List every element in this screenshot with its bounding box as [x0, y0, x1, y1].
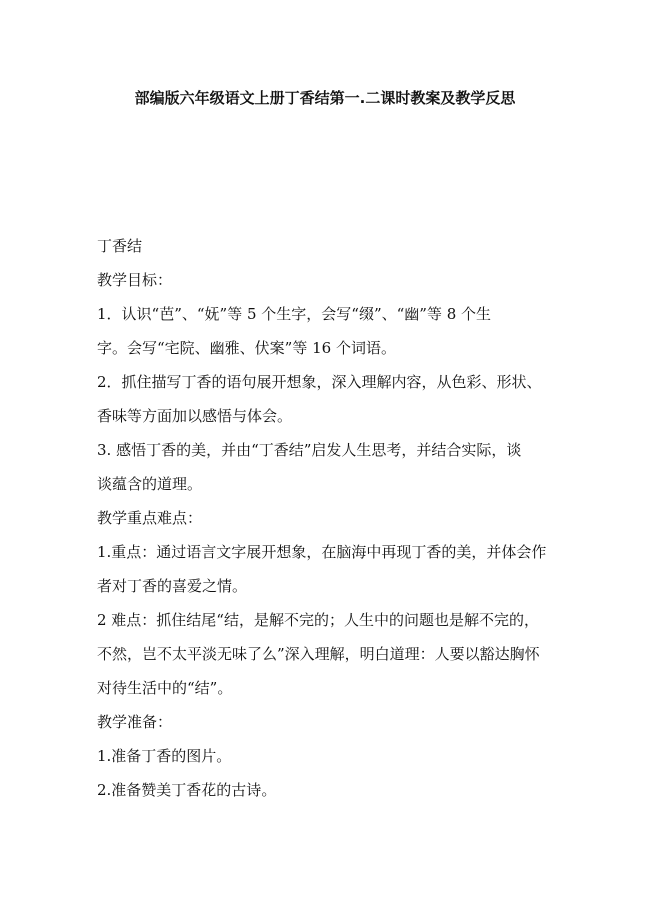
key-point-1-line-1: 1.重点：通过语言文字展开想象，在脑海中再现丁香的美，并体会作 — [97, 543, 547, 561]
preparation-item-1: 1.准备丁香的图片。 — [97, 747, 232, 765]
key-point-1-line-2: 者对丁香的喜爱之情。 — [97, 577, 248, 595]
preparation-heading: 教学准备： — [97, 713, 173, 731]
objective-2-line-1: 2．抓住描写丁香的语句展开想象，深入理解内容，从色彩、形状、 — [97, 373, 542, 391]
document-title: 部编版六年级语文上册丁香结第一.二课时教案及教学反思 — [134, 89, 516, 107]
objective-1-line-2: 字。会写“宅院、幽雅、伏案”等 16 个词语。 — [97, 339, 396, 357]
objective-1-line-1: 1．认识“芭”、“妩”等 5 个生字，会写“缀”、“幽”等 8 个生 — [97, 305, 492, 323]
preparation-item-2: 2.准备赞美丁香花的古诗。 — [97, 781, 277, 799]
key-point-2-line-1: 2 难点：抓住结尾“结，是解不完的；人生中的问题也是解不完的， — [97, 611, 539, 629]
objective-2-line-2: 香味等方面加以感悟与体会。 — [97, 407, 293, 425]
key-point-2-line-2: 不然，岂不太平淡无味了么”深入理解，明白道理：人要以豁达胸怀 — [97, 645, 540, 663]
objectives-heading: 教学目标： — [97, 271, 173, 289]
key-points-heading: 教学重点难点： — [97, 509, 203, 527]
lesson-name: 丁香结 — [97, 237, 143, 255]
objective-3-line-1: 3. 感悟丁香的美，并由“丁香结”启发人生思考，并结合实际，谈 — [97, 441, 522, 459]
document-body — [97, 229, 567, 807]
objective-3-line-2: 谈蕴含的道理。 — [97, 475, 203, 493]
key-point-2-line-3: 对待生活中的“结”。 — [97, 679, 233, 697]
